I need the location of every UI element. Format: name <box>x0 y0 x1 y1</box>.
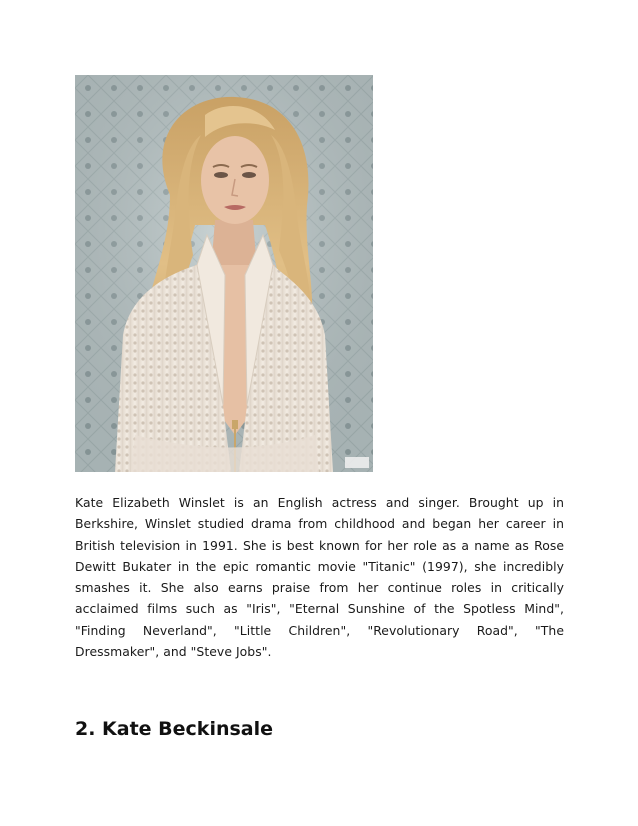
portrait-photo <box>75 75 373 472</box>
portrait-illustration <box>75 75 373 472</box>
section-heading: 2. Kate Beckinsale <box>75 718 274 740</box>
biography-paragraph: Kate Elizabeth Winslet is an English actress and singer. Brought up in Berkshire, Winslet studied drama from childhood and began her career in British television in 1991. She is best known for her role as a name as Rose Dewitt Bukater in the epic romantic movie "Titanic" (1997), she incredibly smashes it. She also earns praise from her continue roles in critically acclaimed films such as "Iris", "Eternal Sunshine of the Spotless Mind", "Finding Neverland", "Little Children", "Revolutionary Road", "The Dressmaker", and "Steve Jobs". <box>75 495 564 660</box>
